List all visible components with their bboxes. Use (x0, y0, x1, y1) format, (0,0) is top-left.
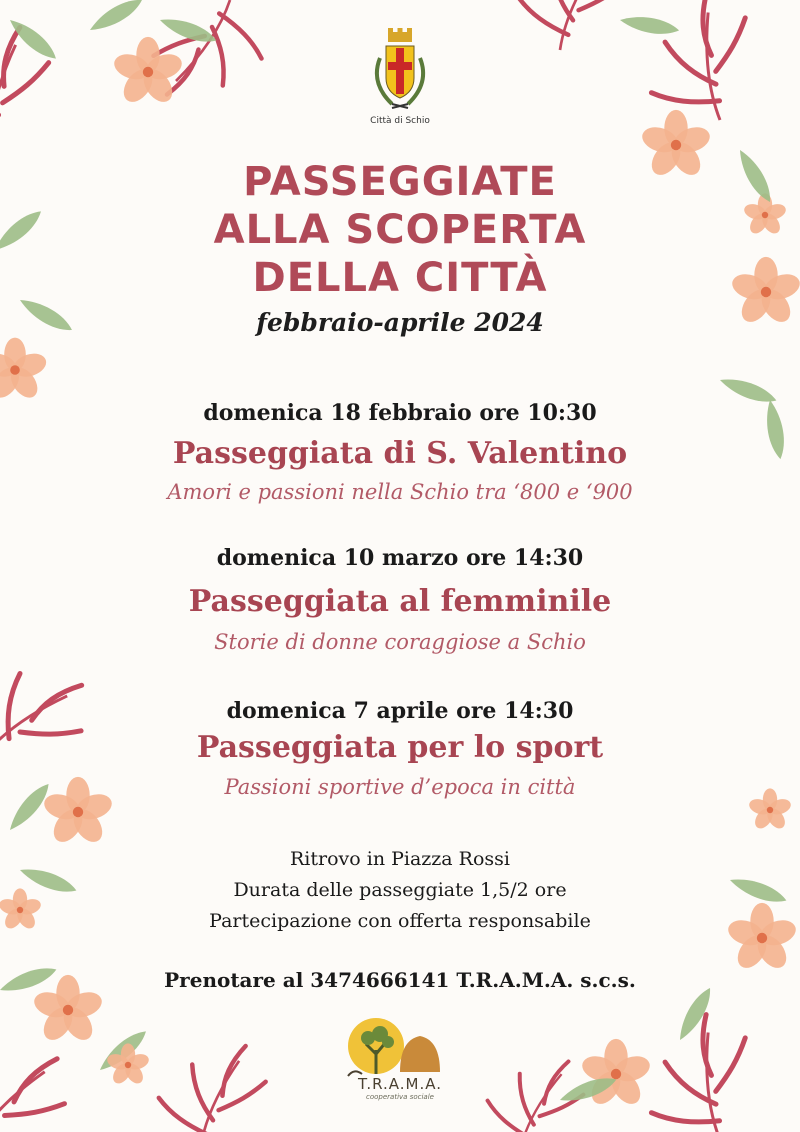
booking-info: Prenotare al 3474666141 T.R.A.M.A. s.c.s. (164, 968, 636, 992)
event-3-date: domenica 7 aprile ore 14:30 (226, 698, 574, 724)
title-line-2: ALLA SCOPERTA (213, 207, 587, 253)
walk-duration: Durata delle passeggiate 1,5/2 ore (233, 879, 567, 901)
event-1-title: Passeggiata di S. Valentino (172, 436, 628, 471)
event-2-date: domenica 10 marzo ore 14:30 (216, 545, 584, 571)
city-crest-logo (362, 28, 438, 118)
event-3-subtitle: Passioni sportive d’epoca in città (224, 775, 576, 799)
participation-info: Partecipazione con offerta responsabile (209, 910, 591, 932)
title-line-1: PASSEGGIATE (243, 159, 557, 205)
event-1-subtitle: Amori e passioni nella Schio tra ‘800 e ‘900 (167, 480, 633, 504)
event-2-title: Passeggiata al femminile (188, 584, 612, 619)
event-2-subtitle: Storie di donne coraggiose a Schio (214, 630, 586, 654)
trama-logo-name: T.R.A.M.A. (357, 1075, 443, 1093)
meeting-point: Ritrovo in Piazza Rossi (289, 848, 510, 870)
title-line-3: DELLA CITTÀ (252, 255, 548, 301)
event-3-title: Passeggiata per lo sport (196, 730, 604, 765)
city-name: Città di Schio (370, 116, 430, 126)
event-1-date: domenica 18 febbraio ore 10:30 (203, 400, 597, 426)
event-period: febbraio-aprile 2024 (256, 308, 544, 337)
trama-logo-subtitle: cooperativa sociale (366, 1093, 434, 1101)
